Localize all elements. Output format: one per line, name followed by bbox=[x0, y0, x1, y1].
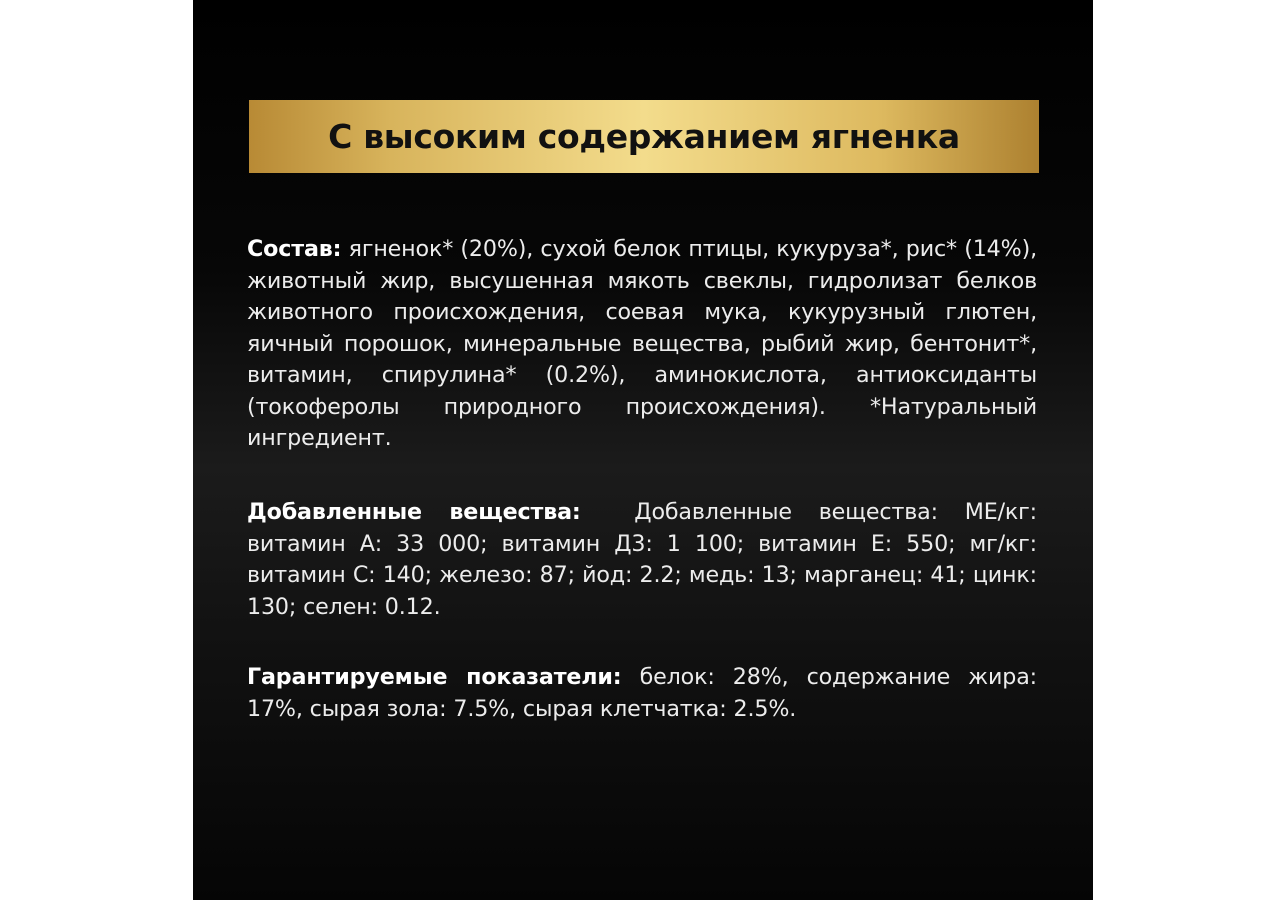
product-info-card bbox=[193, 0, 1093, 900]
guaranteed-text: белок: 28%, содержание жира: 17%, сырая зола: 7.5%, сырая клетчатка: 2.5%. bbox=[247, 664, 1037, 722]
composition-section bbox=[247, 234, 1037, 455]
additives-section bbox=[247, 497, 1037, 623]
additives-text: Добавленные вещества: МЕ/кг: витамин А: 33 000; витамин Д3: 1 100; витамин Е: 550; мг/кг: витамин С: 140; железо: 87; йод: 2.2; медь: 13; марганец: 41; цинк: 130; селен: 0.12. bbox=[247, 499, 1038, 620]
guaranteed-label: Гарантируемые показатели: bbox=[247, 664, 622, 690]
composition-label: Состав: bbox=[247, 236, 342, 262]
banner-title: С высоким содержанием ягненка bbox=[328, 117, 960, 156]
additives-label: Добавленные вещества: bbox=[247, 499, 581, 525]
guaranteed-section bbox=[247, 662, 1037, 725]
gold-title-banner bbox=[249, 100, 1039, 173]
composition-text: ягненок* (20%), сухой белок птицы, кукуруза*, рис* (14%), животный жир, высушенная мякоть свеклы, гидролизат белков животного происхождения, соевая мука, кукурузный глютен, яичный порошок, минеральные вещества, рыбий жир, бентонит*, витамин, спирулина* (0.2%), аминокислота, антиоксиданты (токоферолы природного происхождения). *Натуральный ингредиент. bbox=[247, 236, 1037, 451]
